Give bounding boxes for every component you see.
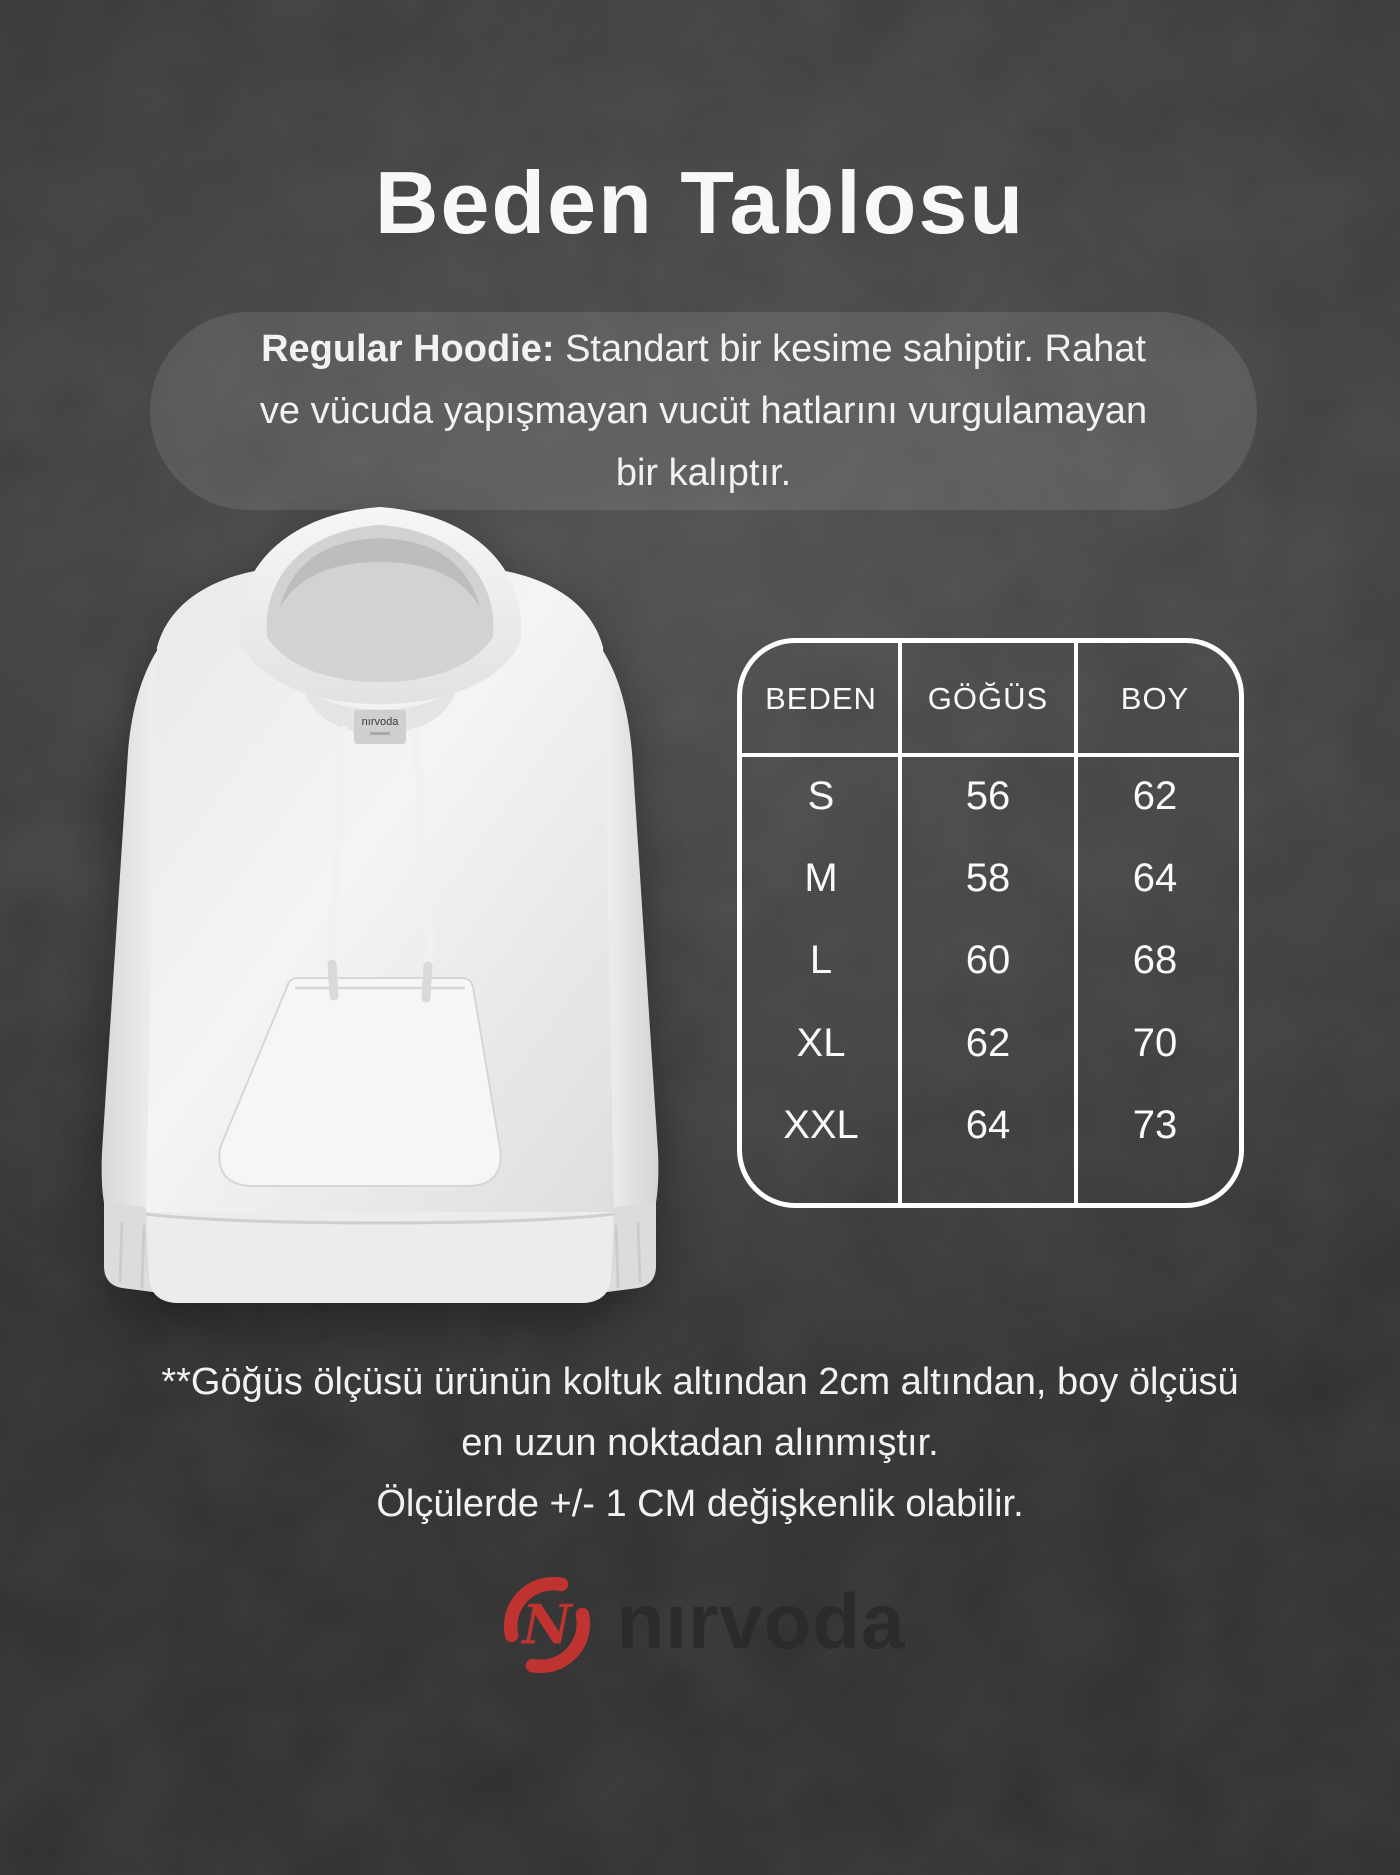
table-cell-length: 64 xyxy=(1132,856,1178,901)
brand-wordmark: nırvoda xyxy=(616,1577,906,1665)
table-cell-chest: 58 xyxy=(965,856,1011,901)
table-cell-size: XL xyxy=(796,1020,846,1065)
table-cell-chest: 62 xyxy=(965,1020,1011,1065)
neck-label-text: nırvoda xyxy=(361,716,399,728)
table-cell-chest: 56 xyxy=(965,773,1011,818)
table-cell-length: 70 xyxy=(1132,1020,1178,1065)
footnote-line-3: Ölçülerde +/- 1 CM değişkenlik olabilir. xyxy=(376,1483,1024,1525)
hoodie-illustration xyxy=(62,422,698,1322)
table-cell-size: S xyxy=(807,773,835,818)
hoodie-product-image xyxy=(62,422,698,1322)
brand-logo xyxy=(0,1560,1400,1690)
size-table xyxy=(737,638,1244,1208)
hoodie-hem-band xyxy=(146,1212,614,1303)
table-divider-vertical-1 xyxy=(898,643,902,1203)
table-cell-size: XXL xyxy=(783,1103,859,1148)
hoodie-neck-label xyxy=(354,710,406,744)
nirvoda-emblem-icon xyxy=(495,1570,599,1680)
table-cell-size: L xyxy=(809,938,833,983)
footnote-line-2: en uzun noktadan alınmıştır. xyxy=(461,1422,939,1464)
footnote-line-1: **Göğüs ölçüsü ürünün koltuk altından 2cm altından, boy ölçüsü xyxy=(161,1361,1239,1403)
measurement-footnote xyxy=(0,1352,1400,1535)
description-line-2: ve vücuda yapışmayan vucüt hatlarını vurgulamayan xyxy=(259,390,1148,432)
description-line-3: bir kalıptır. xyxy=(615,452,792,494)
table-cell-chest: 64 xyxy=(965,1103,1011,1148)
table-cell-size: M xyxy=(804,856,838,901)
table-cell-length: 68 xyxy=(1132,938,1178,983)
column-header-gogus: GÖĞÜS xyxy=(927,681,1049,716)
table-cell-chest: 60 xyxy=(965,938,1011,983)
page-title: Beden Tablosu xyxy=(374,153,1026,252)
table-divider-vertical-2 xyxy=(1074,643,1078,1203)
table-cell-length: 73 xyxy=(1132,1103,1178,1148)
table-header-divider xyxy=(742,753,1239,757)
column-header-beden: BEDEN xyxy=(765,681,877,716)
description-line-1: Regular Hoodie: Standart bir kesime sahiptir. Rahat xyxy=(261,328,1146,370)
emblem-letter: N xyxy=(521,1592,572,1657)
table-cell-length: 62 xyxy=(1132,773,1178,818)
description-bold: Regular Hoodie: xyxy=(261,328,555,370)
column-header-boy: BOY xyxy=(1120,681,1190,716)
